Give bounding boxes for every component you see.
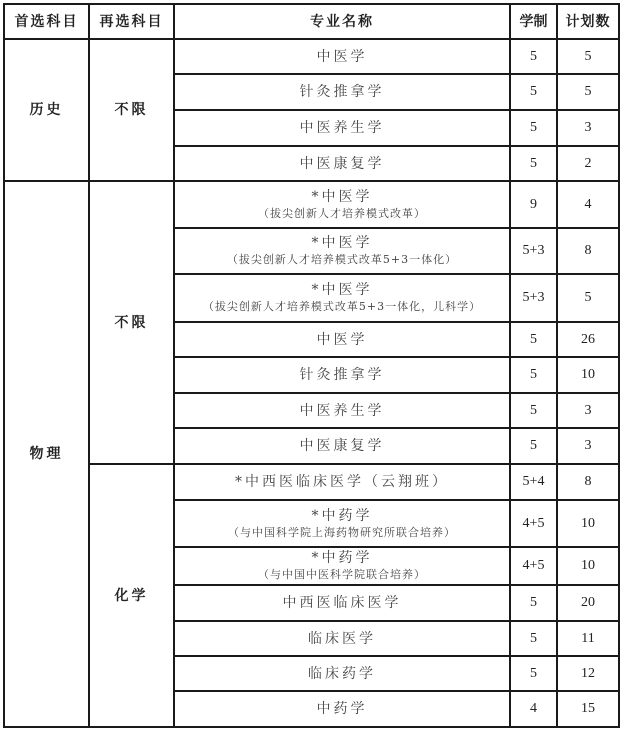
duration-cell: 4+5 [510, 547, 557, 585]
table-row [4, 39, 619, 74]
duration-cell: 5+4 [510, 464, 557, 500]
plan-cell: 2 [557, 146, 619, 181]
major-cell [174, 393, 510, 428]
header-plan-count: 计划数 [557, 4, 619, 39]
major-name: 中药学 [316, 701, 368, 717]
major-name: 中医康复学 [299, 155, 385, 172]
major-name: *中药学 [311, 507, 373, 524]
major-name: 中医学 [316, 48, 368, 65]
first-subject-cell: 物理 [4, 181, 89, 727]
duration-cell: 5 [510, 428, 557, 464]
duration-cell: 5 [510, 322, 557, 357]
major-name: *中西医临床医学（云翔班） [235, 474, 449, 490]
header-duration: 学制 [510, 4, 557, 39]
major-name: *中医学 [311, 188, 373, 205]
plan-cell: 26 [557, 322, 619, 357]
duration-cell: 5 [510, 393, 557, 428]
major-cell [174, 464, 510, 500]
major-name: 临床药学 [308, 665, 376, 682]
plan-cell: 12 [557, 656, 619, 691]
plan-cell: 10 [557, 357, 619, 393]
major-name: 中医养生学 [299, 120, 385, 136]
major-name: 中医学 [316, 331, 368, 348]
major-cell [174, 74, 510, 110]
header-major-name: 专业名称 [174, 4, 510, 39]
duration-cell: 5 [510, 110, 557, 146]
table-row [4, 464, 619, 500]
header-first-subject: 首选科目 [4, 4, 89, 39]
major-name: *中药学 [311, 550, 373, 566]
major-name: 中西医临床医学 [282, 595, 402, 611]
enrollment-plan-table [3, 3, 620, 728]
plan-cell: 3 [557, 393, 619, 428]
major-cell [174, 691, 510, 727]
major-cell [174, 181, 510, 228]
major-cell [174, 585, 510, 621]
first-subject-cell: 历史 [4, 39, 89, 181]
major-cell [174, 621, 510, 656]
plan-cell: 8 [557, 464, 619, 500]
duration-cell: 4 [510, 691, 557, 727]
duration-cell: 5+3 [510, 228, 557, 274]
duration-cell: 5 [510, 621, 557, 656]
major-cell [174, 110, 510, 146]
duration-cell: 5 [510, 39, 557, 74]
major-name: 针灸推拿学 [299, 84, 385, 100]
plan-cell: 3 [557, 428, 619, 464]
duration-cell: 5 [510, 585, 557, 621]
major-note: （与中国中医科学院联合培养） [258, 568, 426, 581]
major-note: （与中国科学院上海药物研究所联合培养） [228, 525, 456, 539]
major-note: （拔尖创新人才培养模式改革5+3一体化） [226, 253, 458, 266]
plan-cell: 10 [557, 547, 619, 585]
major-cell [174, 428, 510, 464]
duration-cell: 5 [510, 146, 557, 181]
major-name: 针灸推拿学 [299, 367, 385, 383]
major-cell [174, 39, 510, 74]
plan-cell: 5 [557, 274, 619, 322]
major-name: *中医学 [311, 282, 373, 298]
second-subject-cell: 化学 [89, 464, 174, 727]
header-second-subject: 再选科目 [89, 4, 174, 39]
duration-cell: 9 [510, 181, 557, 228]
table-row [4, 181, 619, 228]
duration-cell: 5 [510, 74, 557, 110]
major-cell [174, 357, 510, 393]
major-cell [174, 322, 510, 357]
major-cell [174, 500, 510, 547]
plan-cell: 4 [557, 181, 619, 228]
plan-cell: 5 [557, 74, 619, 110]
second-subject-cell: 不限 [89, 181, 174, 464]
plan-cell: 5 [557, 39, 619, 74]
major-cell [174, 146, 510, 181]
major-name: 临床医学 [308, 630, 376, 647]
duration-cell: 4+5 [510, 500, 557, 547]
second-subject-cell: 不限 [89, 39, 174, 181]
duration-cell: 5+3 [510, 274, 557, 322]
major-cell [174, 274, 510, 322]
major-name: 中医康复学 [299, 438, 385, 454]
major-cell [174, 228, 510, 274]
plan-cell: 11 [557, 621, 619, 656]
duration-cell: 5 [510, 656, 557, 691]
duration-cell: 5 [510, 357, 557, 393]
plan-cell: 15 [557, 691, 619, 727]
major-cell [174, 656, 510, 691]
plan-cell: 3 [557, 110, 619, 146]
plan-cell: 10 [557, 500, 619, 547]
header-row [4, 4, 619, 39]
major-name: 中医养生学 [299, 402, 385, 419]
major-note: （拔尖创新人才培养模式改革5+3一体化，儿科学） [202, 300, 482, 313]
plan-cell: 20 [557, 585, 619, 621]
major-cell [174, 547, 510, 585]
major-note: （拔尖创新人才培养模式改革） [258, 206, 426, 220]
plan-cell: 8 [557, 228, 619, 274]
major-name: *中医学 [311, 235, 373, 251]
